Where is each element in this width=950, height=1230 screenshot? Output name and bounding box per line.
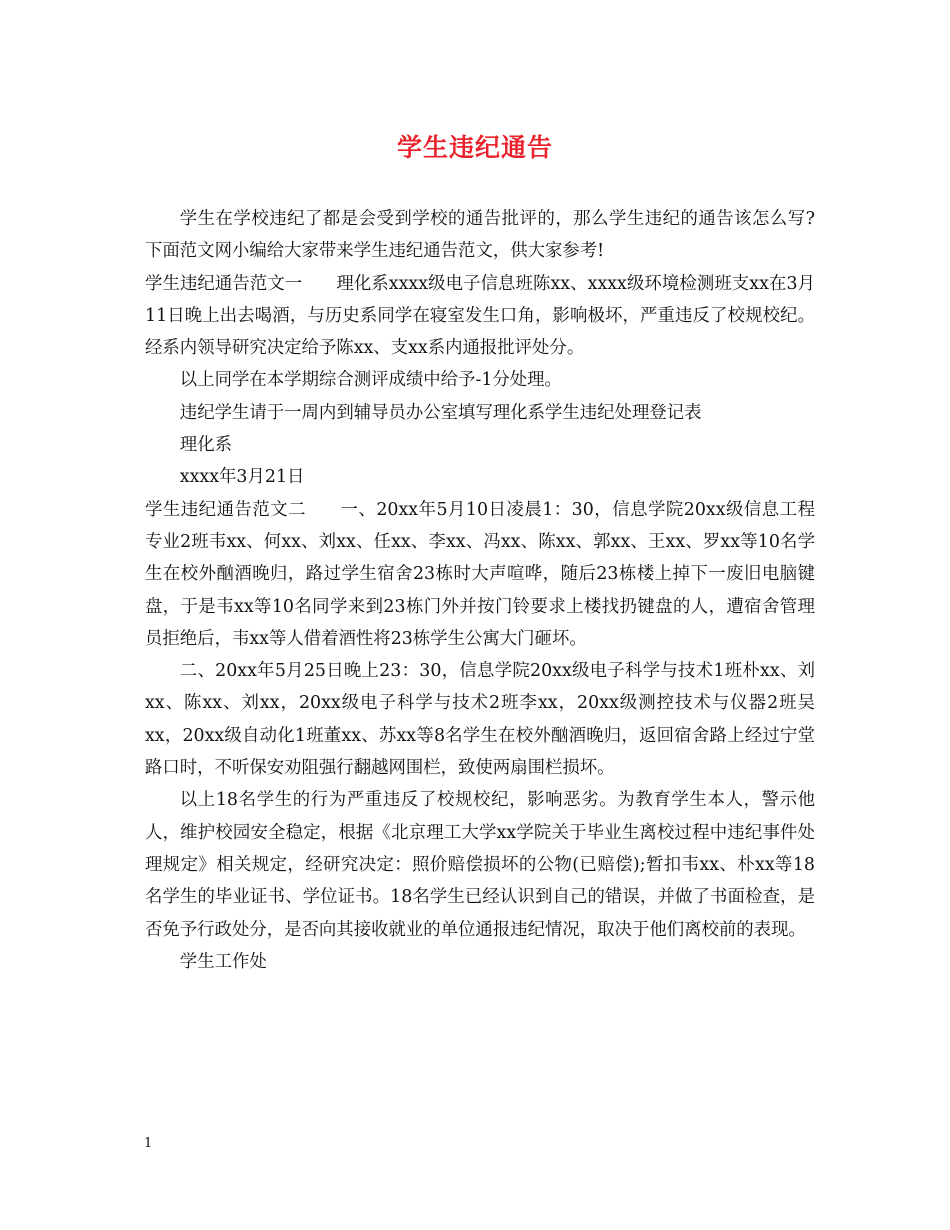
sample1-body: 理化系xxxx级电子信息班陈xx、xxxx级环境检测班支xx在3月11日晚上出去喝酒，与历史系同学在寝室发生口角，影响极坏，严重违反了校规校纪。经系内领导研究决定给予陈xx、支xx系内通报批评处分。 (145, 273, 815, 359)
intro-paragraph: 学生在学校违纪了都是会受到学校的通告批评的，那么学生违纪的通告该怎么写?下面范文网小编给大家带来学生违纪通告范文，供大家参考! (145, 209, 815, 262)
page-number: 1 (144, 1136, 153, 1151)
sample2-body3: 以上18名学生的行为严重违反了校规校纪，影响恶劣。为教育学生本人，警示他人，维护校园安全稳定，根据《北京理工大学xx学院关于毕业生离校过程中违纪事件处理规定》相关规定，经研究决定：照价赔偿损坏的公物(已赔偿);暂扣韦xx、朴xx等18名学生的毕业证书、学位证书。18名学生已经认识到自己的错误，并做了书面检查，是否免予行政处分，是否向其接收就业的单位通报违纪情况，取决于他们离校前的表现。 (145, 790, 815, 940)
sample1-heading: 学生违纪通告范文一 (145, 273, 303, 294)
sample1-paragraph (145, 268, 815, 365)
sample1-line3: 违纪学生请于一周内到辅导员办公室填写理化系学生违纪处理登记表 (179, 402, 702, 423)
sample2-paragraph (145, 494, 815, 655)
sample1-date: xxxx年3月21日 (179, 467, 305, 488)
document-title: 学生违纪通告 (396, 133, 553, 162)
sample2-body1: 一、20xx年5月10日凌晨1：30，信息学院20xx级信息工程专业2班韦xx、何xx、刘xx、任xx、李xx、冯xx、陈xx、郭xx、王xx、罗xx等10名学生在校外酗酒晚归，路过学生宿舍23栋时大声喧哗，随后23栋楼上掉下一废旧电脑键盘，于是韦xx等10名同学来到23栋门外并按门铃要求上楼找扔键盘的人，遭宿舍管理员拒绝后，韦xx等人借着酒性将23栋学生公寓大门砸坏。 (145, 499, 815, 649)
document-body (145, 203, 815, 978)
sample2-body2: 二、20xx年5月25日晚上23：30，信息学院20xx级电子科学与技术1班朴xx、刘xx、陈xx、刘xx，20xx级电子科学与技术2班李xx，20xx级测控技术与仪器2班吴xx，20xx级自动化1班董xx、苏xx等8名学生在校外酗酒晚归，返回宿舍路上经过宁堂路口时，不听保安劝阻强行翻越网围栏，致使两扇围栏损坏。 (145, 661, 815, 779)
sample2-signature: 学生工作处 (179, 951, 267, 972)
sample1-line2: 以上同学在本学期综合测评成绩中给予-1分处理。 (179, 370, 562, 391)
sample2-heading: 学生违纪通告范文二 (145, 499, 307, 520)
sample1-signature: 理化系 (179, 435, 232, 456)
